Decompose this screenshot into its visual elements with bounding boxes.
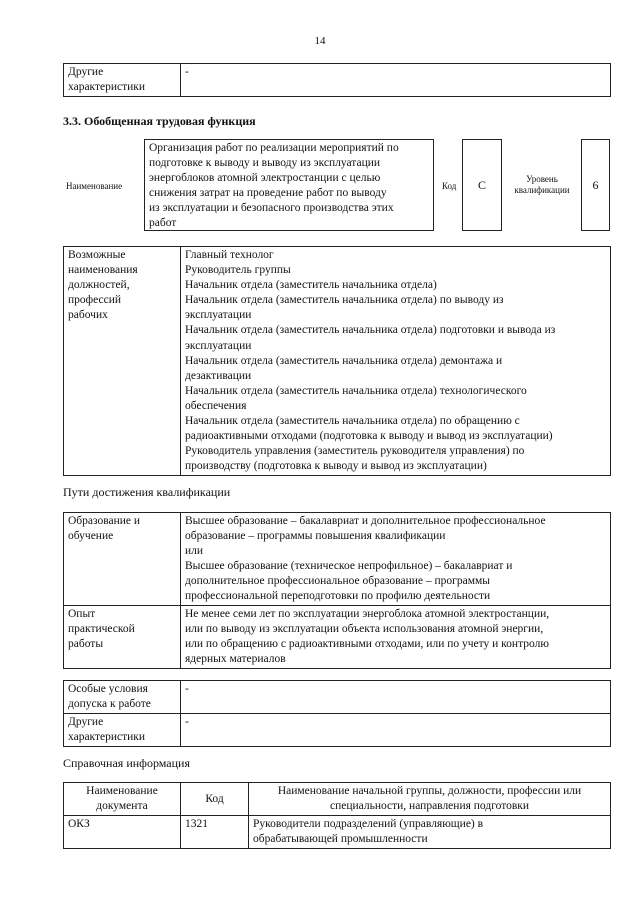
ref-row-code: 1321 (181, 816, 249, 849)
top-other-label: Другие характеристики (64, 64, 181, 97)
education-value: Высшее образование – бакалавриат и дополнительное профессиональное образование – программы повышения квалификации или Высшее образование (техническое непрофильное) – бакалавриат и дополнительное профессиональное образование – программы профессиональной переподготовки по профилю деятельности (181, 513, 611, 606)
level-label: Уровень квалификации (514, 174, 570, 195)
positions-label: Возможные наименования должностей, профессий рабочих (64, 247, 181, 476)
qualification-table (63, 512, 611, 669)
code-label: Код (442, 181, 457, 191)
special-conditions-value: - (181, 681, 611, 714)
page-number: 14 (314, 35, 326, 47)
paths-title: Пути достижения квалификации (63, 485, 231, 499)
ref-header-group: Наименование начальной группы, должности, профессии или специальности, направления подготовки (249, 783, 611, 816)
reference-title: Справочная информация (63, 756, 190, 770)
ref-header-code: Код (181, 783, 249, 816)
positions-table (63, 246, 611, 476)
other-characteristics-label: Другие характеристики (64, 714, 181, 747)
code-value-box (462, 139, 502, 231)
level-value-box (581, 139, 610, 231)
ref-header-doc-name: Наименование документа (64, 783, 181, 816)
top-other-value: - (181, 64, 611, 97)
reference-table (63, 782, 611, 849)
education-label: Образование и обучение (64, 513, 181, 606)
positions-list: Главный технолог Руководитель группы Начальник отдела (заместитель начальника отдела) Начальник отдела (заместитель начальника отдела) по выводу из эксплуатации Начальник отдела (заместитель начальника отдела) подготовки и вывода из эксплуатации Начальник отдела (заместитель начальника отдела) демонтажа и дезактивации Начальник отдела (заместитель начальника отдела) технологического обеспечения Начальник отдела (заместитель начальника отдела) по обращению с радиоактивными отходами (подготовка к выводу и вывод из эксплуатации) Руководитель управления (заместитель руководителя управления) по производству (подготовка к выводу и вывод из эксплуатации) (181, 247, 611, 476)
top-other-characteristics-table (63, 63, 611, 97)
section-heading: 3.3. Обобщенная трудовая функция (63, 114, 256, 128)
conditions-table (63, 680, 611, 747)
experience-value: Не менее семи лет по эксплуатации энергоблока атомной электростанции, или по выводу из эксплуатации объекта использования атомной энергии, или по обращению с радиоактивными отходами, или по учету и контролю ядерных материалов (181, 606, 611, 669)
ref-row-name: Руководители подразделений (управляющие) в обрабатывающей промышленности (249, 816, 611, 849)
level-value: 6 (592, 177, 599, 192)
other-characteristics-value: - (181, 714, 611, 747)
function-name-box: Организация работ по реализации мероприятий по подготовке к выводу и выводу из эксплуатации энергоблоков атомной электростанции с целью снижения затрат на проведение работ по выводу из эксплуатации и безопасного производства этих работ (144, 139, 434, 231)
code-value: C (477, 177, 486, 192)
special-conditions-label: Особые условия допуска к работе (64, 681, 181, 714)
function-name-label: Наименование (66, 181, 123, 191)
ref-row-doc: ОКЗ (64, 816, 181, 849)
experience-label: Опыт практической работы (64, 606, 181, 669)
